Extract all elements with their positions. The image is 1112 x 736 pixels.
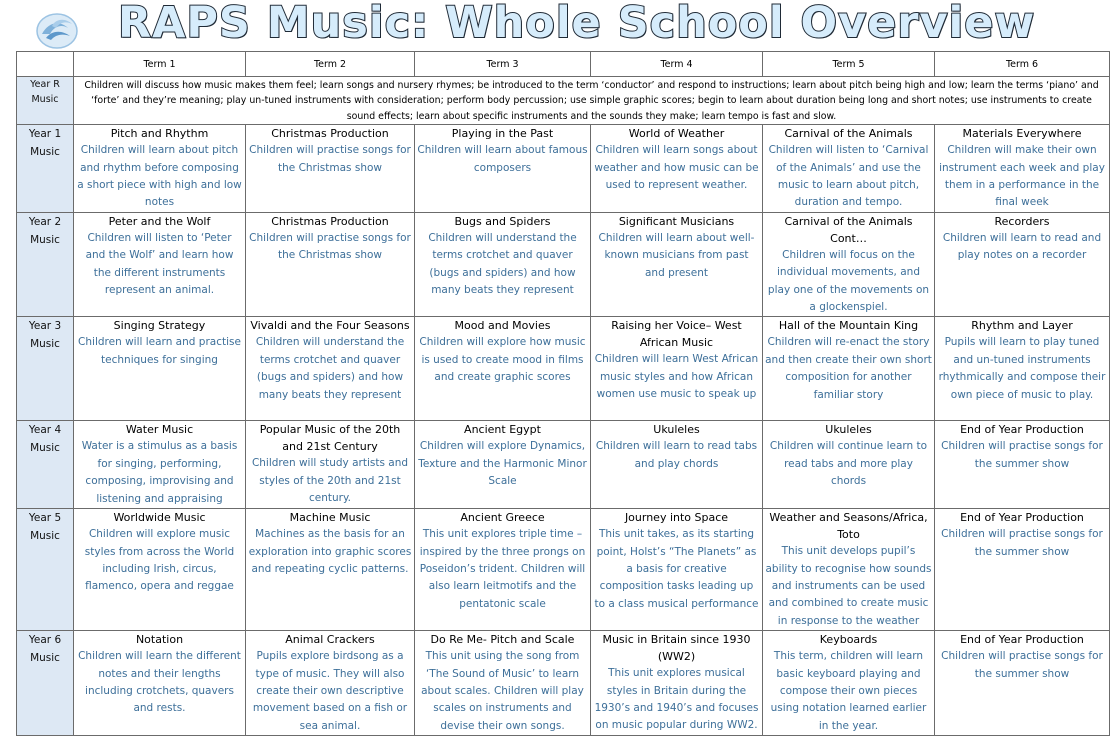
unit-description: Children will practise songs for the Christmas show <box>249 144 411 174</box>
unit-description: Children will explore Dynamics, Texture and the Harmonic Minor Scale <box>418 440 587 488</box>
unit-cell <box>763 631 935 736</box>
unit-title: Machine Music <box>289 511 371 525</box>
unit-description: Children will practise songs for the summer show <box>941 650 1103 680</box>
school-logo-icon <box>34 10 80 50</box>
unit-title: End of Year Production <box>960 423 1084 437</box>
unit-description: Children will listen to ‘Carnival of the Animals’ and use the music to learn about pitch, duration and tempo. <box>768 144 929 209</box>
unit-description: This term, children will learn basic keyboard playing and compose their own pieces using notation learned earlier in the year. <box>770 650 927 732</box>
unit-cell <box>763 125 935 213</box>
unit-description: Children will learn about well-known musicians from past and present <box>598 231 755 279</box>
term-header: Term 4 <box>591 52 763 77</box>
unit-title: Vivaldi and the Four Seasons <box>250 319 410 333</box>
unit-title: Carnival of the Animals Cont… <box>784 214 913 245</box>
unit-description: Children will listen to ‘Peter and the Wolf’ and learn how the different instruments represent an animal. <box>85 231 234 297</box>
unit-title: Christmas Production <box>271 214 389 228</box>
unit-cell <box>935 631 1110 736</box>
year-label: Year 6 Music <box>17 631 74 736</box>
year-label: Year 1 Music <box>17 125 74 213</box>
unit-title: Popular Music of the 20th and 21st Century <box>259 423 401 454</box>
unit-description: Children will learn and practise techniques for singing <box>78 336 241 366</box>
unit-cell <box>763 212 935 317</box>
unit-description: Children will re-enact the story and then create their own short composition for another familiar story <box>765 336 932 401</box>
page-header <box>0 0 1112 52</box>
unit-title: Weather and Seasons/Africa, Toto <box>769 511 928 542</box>
unit-title: Singing Strategy <box>113 319 206 333</box>
unit-title: End of Year Production <box>960 633 1084 647</box>
unit-cell <box>246 631 415 736</box>
year-row <box>17 631 1110 736</box>
unit-description: Children will practise songs for the summer show <box>941 440 1103 470</box>
unit-cell <box>591 125 763 213</box>
unit-cell <box>415 317 591 421</box>
unit-description: Children will learn about famous composers <box>417 144 588 174</box>
year-row <box>17 421 1110 509</box>
unit-description: Pupils will learn to play tuned and un-tuned instruments rhythmically and compose their own piece of music to play. <box>938 336 1106 401</box>
unit-title: Bugs and Spiders <box>454 214 551 228</box>
unit-cell <box>763 421 935 509</box>
unit-title: Christmas Production <box>271 127 389 141</box>
unit-cell <box>74 509 246 631</box>
unit-title: Keyboards <box>819 633 878 647</box>
unit-title: World of Weather <box>628 127 725 141</box>
unit-title: Pitch and Rhythm <box>110 127 209 141</box>
unit-title: Music in Britain since 1930 (WW2) <box>602 633 751 664</box>
unit-description: Children will understand the terms crotchet and quaver (bugs and spiders) and how many beats they represent <box>255 336 405 401</box>
term-header: Term 3 <box>415 52 591 77</box>
year-r-summary: Children will discuss how music makes them feel; learn songs and nursery rhymes; be introduced to the term ‘conductor’ and respond to instructions; learn about pitch being high and low; learn the terms ‘piano’ and ‘forte’ and they’re meaning; play un-tuned instruments with consideration; perform body percussion; use simple graphic scores; begin to learn about duration being long and short notes; use instruments to create sound effects; learn about specific instruments and the sounds they make; learn tempo is fast and slow. <box>74 77 1110 125</box>
unit-cell <box>591 631 763 736</box>
unit-description: This unit develops pupil’s ability to recognise how sounds and instruments can be used and combined to create music in response to the weather <box>765 545 932 627</box>
unit-title: Materials Everywhere <box>962 127 1082 141</box>
unit-cell <box>415 509 591 631</box>
unit-title: Significant Musicians <box>618 214 735 228</box>
year-row <box>17 317 1110 421</box>
unit-cell <box>935 317 1110 421</box>
unit-cell <box>246 317 415 421</box>
unit-title: Ukuleles <box>653 423 700 437</box>
term-header: Term 2 <box>246 52 415 77</box>
unit-description: Children will study artists and styles of the 20th and 21st century. <box>251 457 409 505</box>
unit-cell <box>591 212 763 317</box>
unit-cell <box>591 421 763 509</box>
unit-cell <box>415 212 591 317</box>
unit-cell <box>935 212 1110 317</box>
year-row <box>17 125 1110 213</box>
unit-description: Machines as the basis for an exploration into graphic scores and repeating cyclic patterns. <box>248 528 412 575</box>
unit-description: Children will focus on the individual movements, and play one of the movements on a glockenspiel. <box>767 248 930 314</box>
unit-title: Recorders <box>994 214 1050 228</box>
unit-title: Ukuleles <box>825 423 872 437</box>
unit-title: Ancient Greece <box>460 511 545 525</box>
unit-description: Children will explore music styles from across the World including Irish, circus, flamenco, opera and reggae <box>84 528 235 593</box>
unit-description: Children will continue learn to read tabs and more play chords <box>769 440 928 488</box>
unit-cell <box>763 509 935 631</box>
year-r-row <box>17 77 1110 125</box>
unit-title: Rhythm and Layer <box>971 319 1073 333</box>
unit-cell <box>74 631 246 736</box>
unit-cell <box>591 509 763 631</box>
year-label: Year 2 Music <box>17 212 74 317</box>
unit-title: Worldwide Music <box>113 511 206 525</box>
unit-description: Children will learn to read tabs and play chords <box>595 440 758 470</box>
unit-title: Do Re Me- Pitch and Scale <box>430 633 575 647</box>
year-row <box>17 212 1110 317</box>
unit-title: Mood and Movies <box>454 319 551 333</box>
unit-cell <box>74 421 246 509</box>
year-label: Year 5 Music <box>17 509 74 631</box>
unit-title: Carnival of the Animals <box>784 127 913 141</box>
term-header: Term 6 <box>935 52 1110 77</box>
unit-title: Notation <box>135 633 184 647</box>
unit-cell <box>415 125 591 213</box>
unit-description: Children will make their own instrument each week and play them in a performance in the final week <box>939 144 1105 209</box>
unit-description: Children will learn the different notes and their lengths including crotchets, quavers and rests. <box>78 650 241 715</box>
unit-title: Hall of the Mountain King <box>778 319 919 333</box>
unit-cell <box>246 509 415 631</box>
unit-cell <box>246 125 415 213</box>
year-label: Year 4 Music <box>17 421 74 509</box>
unit-title: Raising her Voice– West African Music <box>611 319 742 350</box>
unit-description: Children will learn songs about weather and how music can be used to represent weather. <box>594 144 759 192</box>
unit-cell <box>763 317 935 421</box>
page-title: RAPS Music: Whole School Overview <box>118 0 1036 48</box>
unit-cell <box>591 317 763 421</box>
unit-cell <box>935 125 1110 213</box>
unit-title: End of Year Production <box>960 511 1084 525</box>
unit-title: Playing in the Past <box>451 127 554 141</box>
unit-description: Water is a stimulus as a basis for singing, performing, composing, improvising and listening and appraising <box>81 440 238 505</box>
unit-title: Ancient Egypt <box>464 423 541 437</box>
unit-description: Children will learn about pitch and rhythm before composing a short piece with high and low notes <box>77 144 242 209</box>
year-row <box>17 509 1110 631</box>
unit-description: This unit using the song from ‘The Sound of Music’ to learn about scales. Children will play scales on instruments and devise their own songs. <box>421 650 584 732</box>
unit-cell <box>935 509 1110 631</box>
unit-cell <box>74 317 246 421</box>
unit-cell <box>74 212 246 317</box>
unit-cell <box>415 631 591 736</box>
term-header-row <box>17 52 1110 77</box>
unit-description: Children will explore how music is used to create mood in films and create graphic scores <box>419 336 586 384</box>
unit-description: Children will learn to read and play notes on a recorder <box>942 231 1102 262</box>
unit-title: Animal Crackers <box>285 633 375 647</box>
term-header: Term 1 <box>74 52 246 77</box>
unit-cell <box>74 125 246 213</box>
unit-cell <box>246 421 415 509</box>
unit-cell <box>246 212 415 317</box>
unit-description: This unit takes, as its starting point, Holst’s “The Planets” as a basis for creative composition tasks leading up to a class musical performance <box>594 528 759 610</box>
year-label: Year R Music <box>17 77 74 125</box>
unit-description: Children will learn West African music styles and how African women use music to speak up <box>594 353 759 401</box>
unit-description: Pupils explore birdsong as a type of music. They will also create their own descriptive movement based on a fish or sea animal. <box>252 650 408 732</box>
corner-cell <box>17 52 74 77</box>
unit-title: Journey into Space <box>624 511 729 525</box>
unit-title: Water Music <box>125 423 194 437</box>
overview-table <box>16 51 1110 736</box>
unit-cell <box>415 421 591 509</box>
unit-cell <box>935 421 1110 509</box>
unit-description: This unit explores musical styles in Britain during the 1930’s and 1940’s and focuses on music popular during WW2. <box>594 667 759 732</box>
year-label: Year 3 Music <box>17 317 74 421</box>
unit-description: Children will practise songs for the Christmas show <box>249 231 411 262</box>
term-header: Term 5 <box>763 52 935 77</box>
unit-description: This unit explores triple time – inspired by the three prongs on Poseidon’s trident. Children will also learn leitmotifs and the pentatonic scale <box>419 528 586 610</box>
unit-description: Children will understand the terms crotchet and quaver (bugs and spiders) and how many beats they represent <box>428 231 577 297</box>
unit-description: Children will practise songs for the summer show <box>941 528 1103 558</box>
unit-title: Peter and the Wolf <box>108 214 211 228</box>
